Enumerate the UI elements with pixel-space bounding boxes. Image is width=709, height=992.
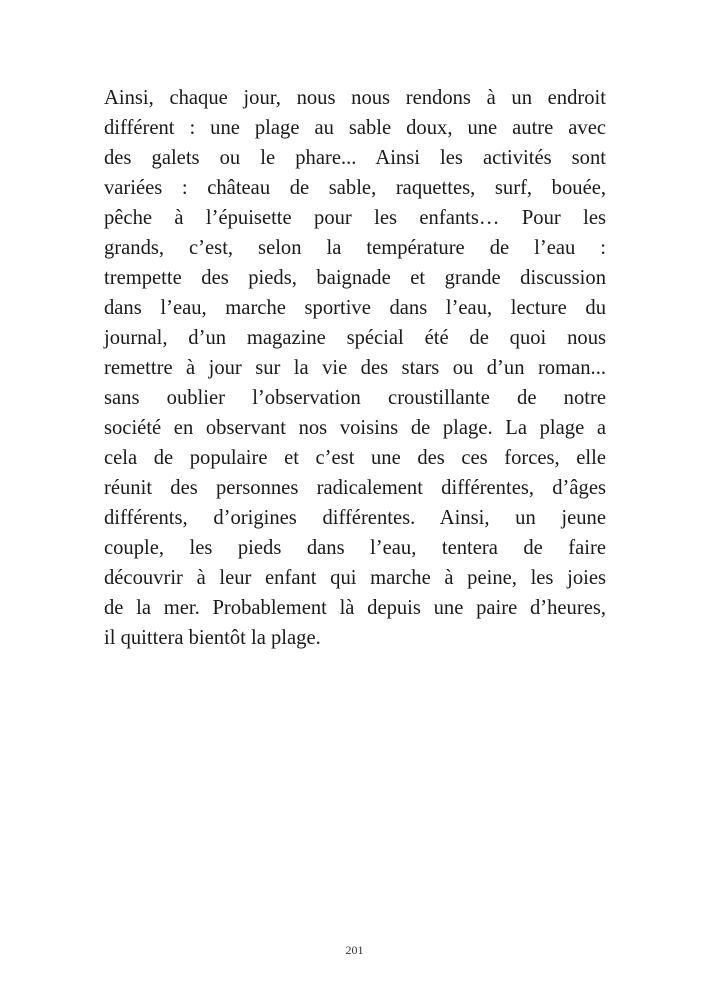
text-line: variées : château de sable, raquettes, surf, bouée, — [104, 177, 606, 199]
text-line: découvrir à leur enfant qui marche à peine, les joies — [104, 567, 606, 589]
text-line: journal, d’un magazine spécial été de quoi nous — [104, 327, 606, 349]
text-line: pêche à l’épuisette pour les enfants… Pour les — [104, 207, 606, 229]
text-line: Ainsi, chaque jour, nous nous rendons à un endroit — [104, 87, 606, 109]
text-line: société en observant nos voisins de plage. La plage a — [104, 417, 606, 439]
page-number: 201 — [345, 943, 364, 957]
text-line: grands, c’est, selon la température de l’eau : — [104, 237, 606, 259]
text-line: réunit des personnes radicalement différentes, d’âges — [104, 477, 606, 499]
text-line: dans l’eau, marche sportive dans l’eau, lecture du — [104, 297, 606, 319]
text-line: des galets ou le phare... Ainsi les activités sont — [104, 147, 606, 169]
text-line: remettre à jour sur la vie des stars ou d’un roman... — [104, 357, 606, 379]
text-line: trempette des pieds, baignade et grande discussion — [104, 267, 606, 289]
text-line: différent : une plage au sable doux, une autre avec — [104, 117, 606, 139]
text-line: de la mer. Probablement là depuis une paire d’heures, — [104, 597, 606, 619]
body-paragraph — [104, 83, 606, 653]
text-line: différents, d’origines différentes. Ainsi, un jeune — [104, 507, 606, 529]
text-line: couple, les pieds dans l’eau, tentera de faire — [104, 537, 606, 559]
text-line: cela de populaire et c’est une des ces forces, elle — [104, 447, 606, 469]
text-line: sans oublier l’observation croustillante de notre — [104, 387, 606, 409]
text-line-last: il quittera bientôt la plage. — [104, 627, 321, 649]
